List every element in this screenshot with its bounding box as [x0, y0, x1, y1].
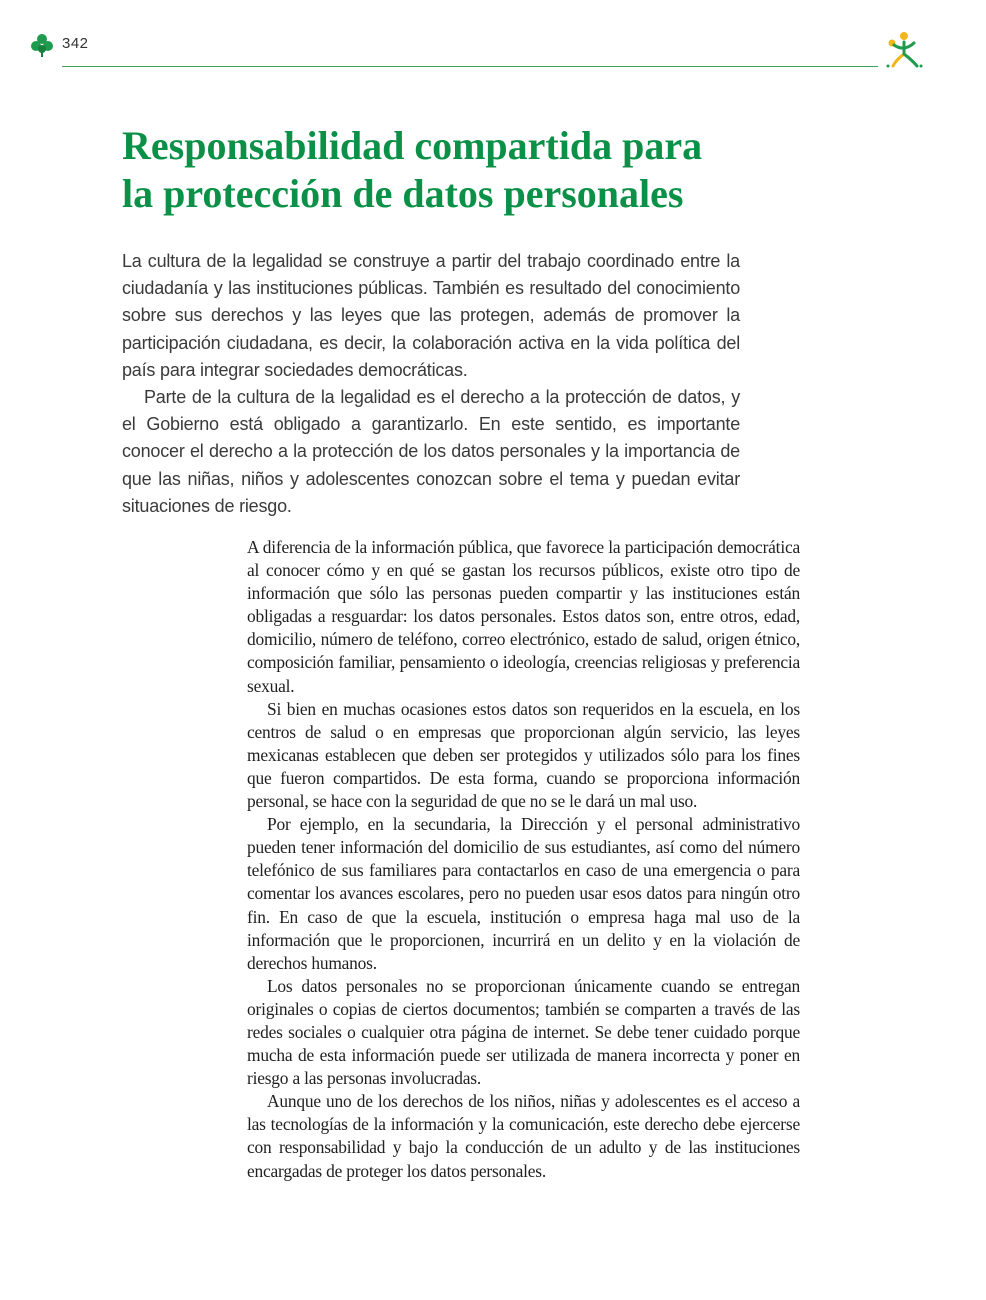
body-section	[247, 536, 800, 1183]
page-number: 342	[62, 35, 89, 52]
body-paragraph: Aunque uno de los derechos de los niños, niñas y adolescentes es el acceso a las tecnologías de la información y la comunicación, este derecho debe ejercerse con responsabilidad y bajo la conducción de un adulto y de las instituciones encargadas de proteger los datos personales.	[247, 1091, 800, 1181]
header-divider	[62, 66, 878, 67]
body-paragraph: Por ejemplo, en la secundaria, la Dirección y el personal administrativo pueden tener información del domicilio de sus estudiantes, así como del número telefónico de sus familiares para contactarlos en caso de una emergencia o para comentar los avances escolares, pero no pueden usar esos datos para ningún otro fin. En caso de que la escuela, institución o empresa haga mal uso de la información que le proporcionen, incurrirá en un delito y en la violación de derechos humanos.	[247, 814, 800, 973]
body-paragraph: Los datos personales no se proporcionan únicamente cuando se entregan originales o copias de ciertos documentos; también se comparten a través de las redes sociales o cualquier otra página de internet. Se debe tener cuidado porque mucha de esta información puede ser utilizada de manera incorrecta y poner en riesgo a las personas involucradas.	[247, 975, 800, 1089]
page-title-line-1: Responsabilidad compartida para	[122, 123, 703, 168]
yellow-green-figure-icon	[884, 30, 926, 70]
green-clover-icon	[30, 33, 54, 57]
intro-paragraph: Parte de la cultura de la legalidad es el derecho a la protección de datos, y el Gobierno está obligado a garantizarlo. En este sentido, es importante conocer el derecho a la protección de los datos personales y la importancia de que las niñas, niños y adolescentes conozcan sobre el tema y puedan evitar situaciones de riesgo.	[122, 387, 740, 516]
body-paragraph: Si bien en muchas ocasiones estos datos son requeridos en la escuela, en los centros de salud o en empresas que proporcionan algún servicio, las leyes mexicanas establecen que deben ser protegidos y utilizados sólo para los fines que fueron compartidos. De esta forma, cuando se proporciona información personal, se hace con la seguridad de que no se le dará un mal uso.	[247, 698, 800, 812]
page-title-line-2: la protección de datos personales	[122, 171, 684, 216]
intro-section	[122, 248, 740, 520]
page-title	[122, 122, 822, 218]
intro-paragraph: La cultura de la legalidad se construye a partir del trabajo coordinado entre la ciudadanía y las instituciones públicas. También es resultado del conocimiento sobre sus derechos y las leyes que las protegen, además de promover la participación ciudadana, es decir, la colaboración activa en la vida política del país para integrar sociedades democráticas.	[122, 251, 740, 380]
body-paragraph: A diferencia de la información pública, que favorece la participación democrática al conocer cómo y en qué se gastan los recursos públicos, existe otro tipo de información que sólo las personas pueden compartir y las instituciones están obligadas a resguardar: los datos personales. Estos datos son, entre otros, edad, domicilio, número de teléfono, correo electrónico, estado de salud, origen étnico, composición familiar, pensamiento o ideología, creencias religiosas y preferencia sexual.	[247, 537, 800, 696]
